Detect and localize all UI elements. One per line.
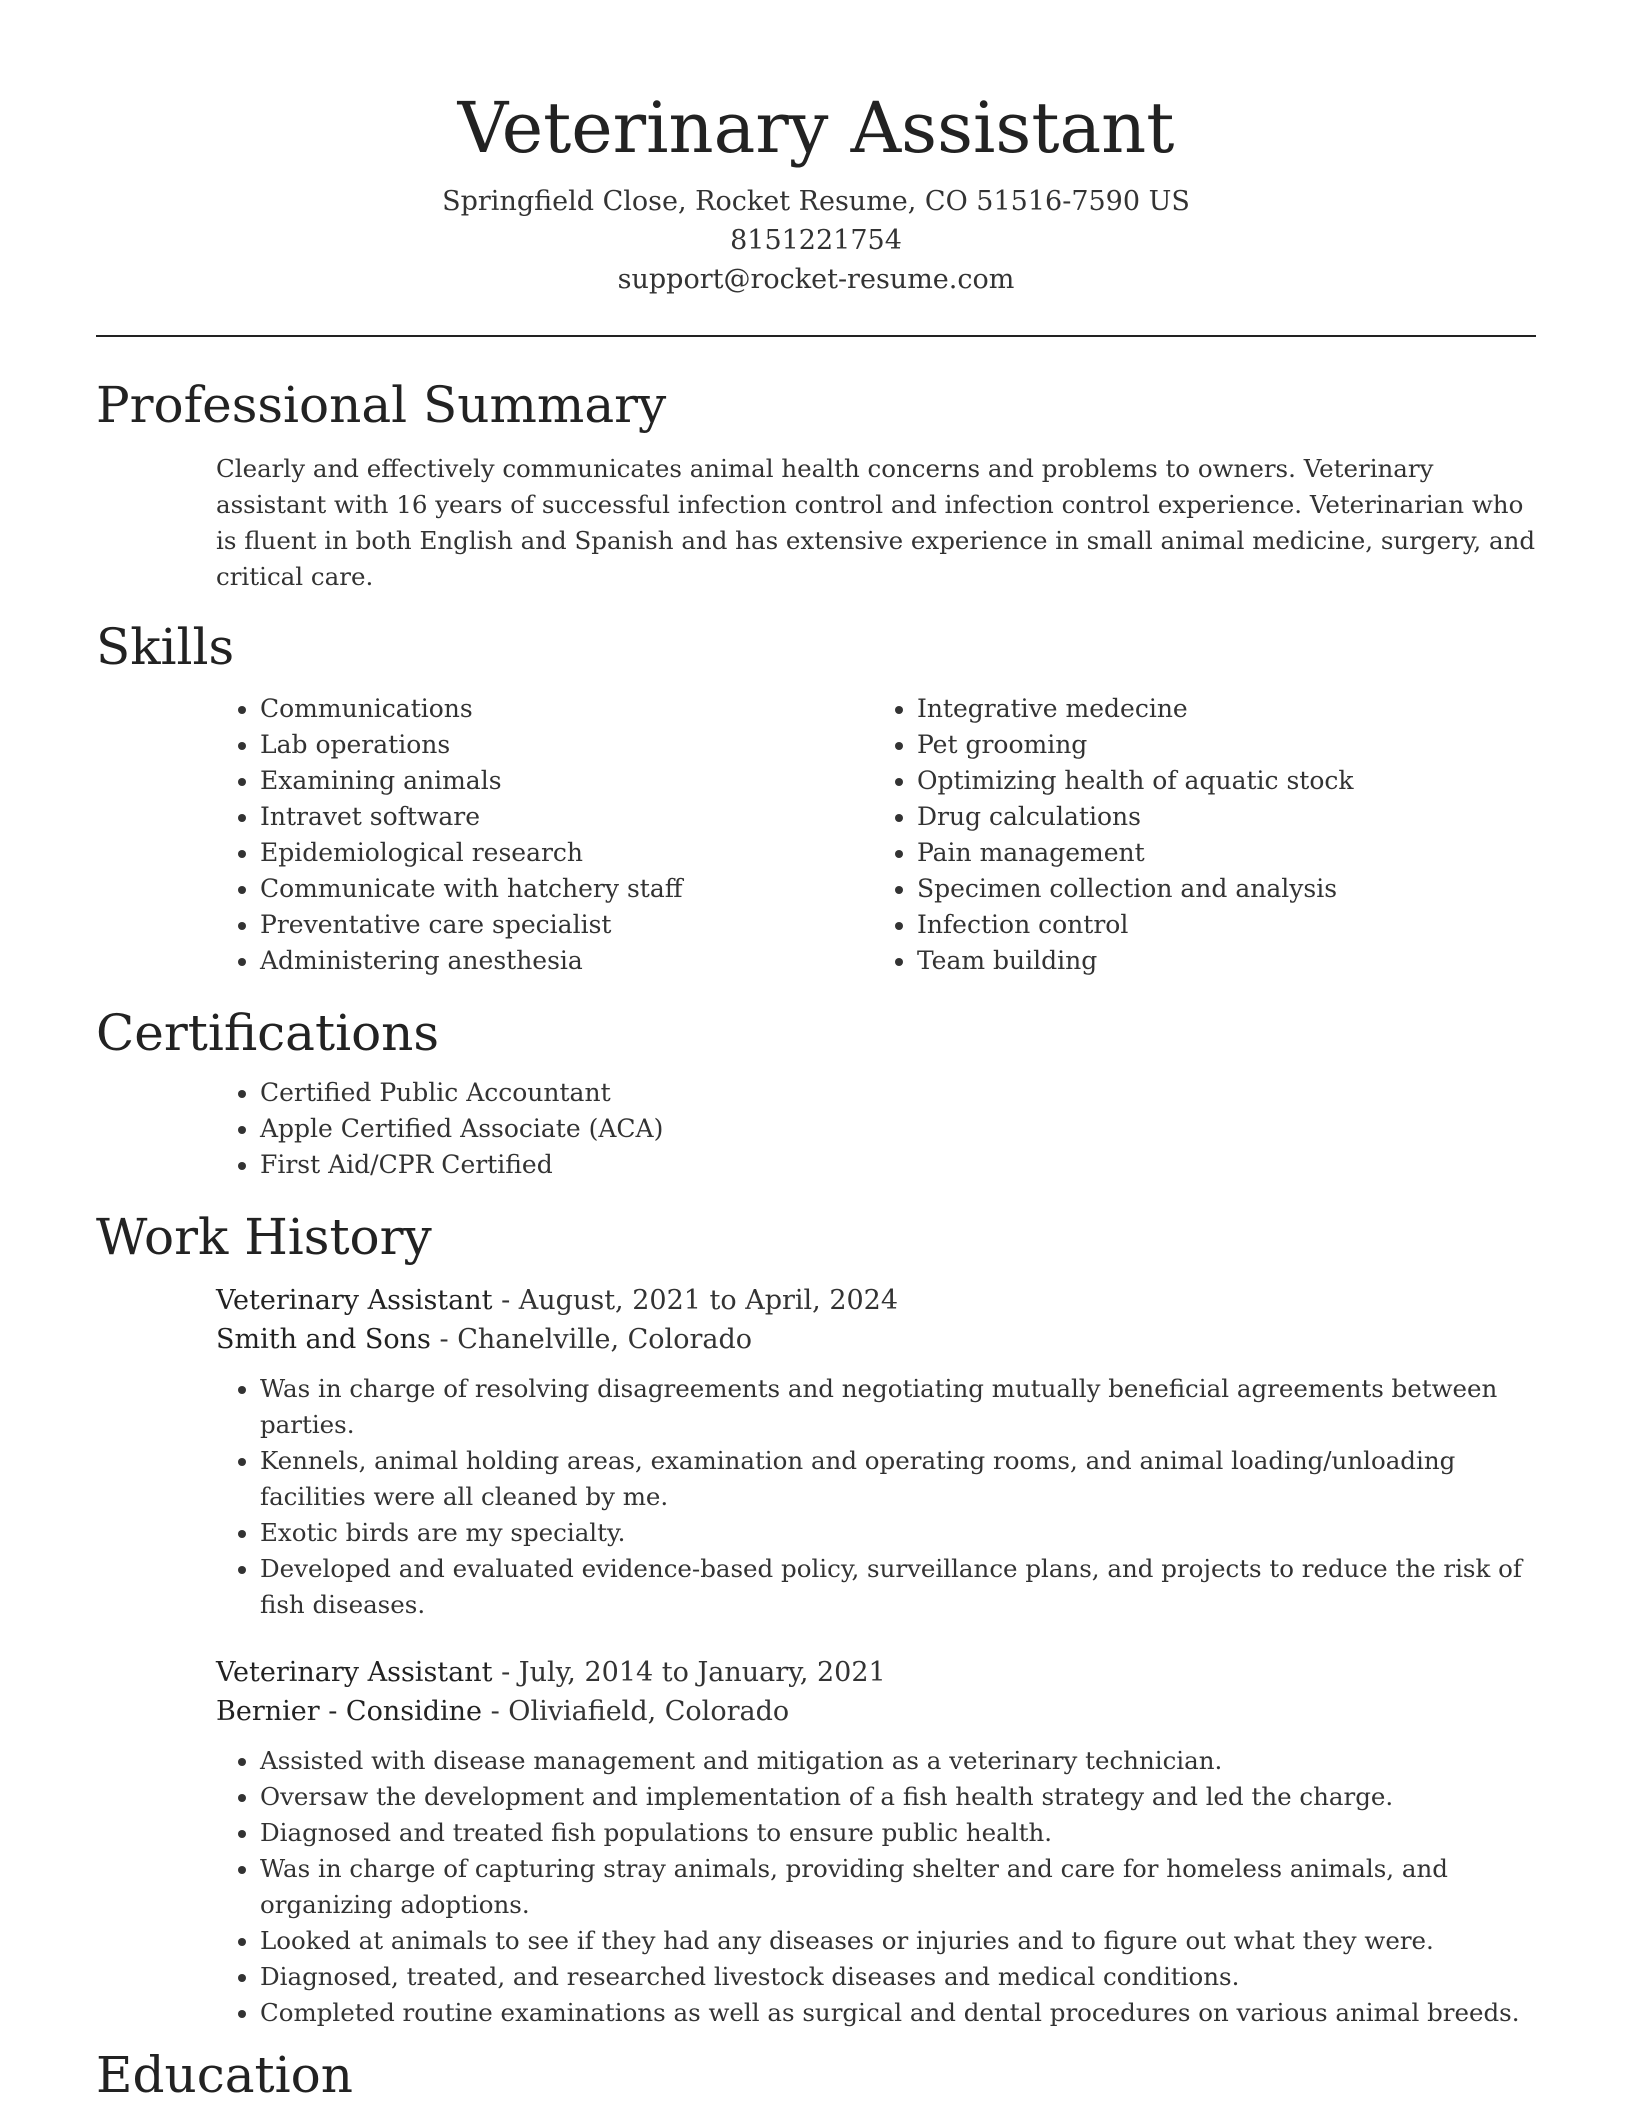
certifications-list xyxy=(96,1075,1536,1183)
skill-item: • Administering anesthesia xyxy=(260,943,903,979)
skill-item: • Preventative care specialist xyxy=(260,907,903,943)
skill-item: • Communicate with hatchery staff xyxy=(260,871,903,907)
contact-block xyxy=(96,182,1536,299)
job-company: Bernier - Considine xyxy=(216,1696,483,1727)
job-role: Veterinary Assistant xyxy=(216,1657,493,1688)
phone: 8151221754 xyxy=(730,225,902,256)
job-bullet: • Looked at animals to see if they had any diseases or injuries and to figure out what they were. xyxy=(260,1923,1536,1959)
job-company: Smith and Sons xyxy=(216,1324,431,1355)
skill-item: • Infection control xyxy=(917,907,1536,943)
certification-item: • First Aid/CPR Certified xyxy=(260,1147,1536,1183)
skills-column-right xyxy=(903,691,1536,979)
header-divider xyxy=(96,335,1536,337)
skills-list xyxy=(96,691,1536,979)
skill-item: • Pet grooming xyxy=(917,727,1536,763)
job-bullets xyxy=(216,1371,1536,1623)
skill-item: • Examining animals xyxy=(260,763,903,799)
address: Springfield Close, Rocket Resume, CO 51516-7590 US xyxy=(442,186,1190,217)
skill-item: • Integrative medecine xyxy=(917,691,1536,727)
job-bullet: • Oversaw the development and implementation of a fish health strategy and led the charge. xyxy=(260,1779,1536,1815)
job-role: Veterinary Assistant xyxy=(216,1285,493,1316)
job-bullet: • Assisted with disease management and mitigation as a veterinary technician. xyxy=(260,1743,1536,1779)
job-entry xyxy=(96,1281,1536,1623)
job-bullet: • Was in charge of resolving disagreements and negotiating mutually beneficial agreements between parties. xyxy=(260,1371,1536,1443)
education-heading: Education xyxy=(96,2046,353,2104)
job-entry xyxy=(96,1653,1536,2031)
skills-heading: Skills xyxy=(96,618,235,676)
skill-item: • Communications xyxy=(260,691,903,727)
job-company-line xyxy=(216,1320,1536,1359)
job-bullet: • Diagnosed and treated fish populations to ensure public health. xyxy=(260,1815,1536,1851)
skill-item: • Optimizing health of aquatic stock xyxy=(917,763,1536,799)
job-location: - Oliviafield, Colorado xyxy=(482,1696,790,1727)
skill-item: • Intravet software xyxy=(260,799,903,835)
job-bullet: • Kennels, animal holding areas, examination and operating rooms, and animal loading/unloading facilities were all cleaned by me. xyxy=(260,1443,1536,1515)
summary-text: Clearly and effectively communicates animal health concerns and problems to owners. Veterinary assistant with 16 years of successful infection control and infection control experience. Veterinarian who is fluent in both English and Spanish and has extensive experience in small animal medicine, surgery, and critical care. xyxy=(216,454,1536,591)
summary-heading: Professional Summary xyxy=(96,376,667,434)
resume-name: Veterinary Assistant xyxy=(457,87,1175,169)
job-bullet: • Exotic birds are my specialty. xyxy=(260,1515,1536,1551)
job-dates: - July, 2014 to January, 2021 xyxy=(492,1657,886,1688)
job-company-line xyxy=(216,1692,1536,1731)
job-location: - Chanelville, Colorado xyxy=(430,1324,752,1355)
skill-item: • Epidemiological research xyxy=(260,835,903,871)
job-title-line xyxy=(216,1653,1536,1692)
job-bullet: • Developed and evaluated evidence-based policy, surveillance plans, and projects to reduce the risk of fish diseases. xyxy=(260,1551,1536,1623)
email: support@rocket-resume.com xyxy=(617,264,1015,295)
skill-item: • Lab operations xyxy=(260,727,903,763)
work-history-heading: Work History xyxy=(96,1208,432,1266)
skills-column-left xyxy=(96,691,903,979)
resume-page xyxy=(96,0,1536,2112)
job-dates: - August, 2021 to April, 2024 xyxy=(492,1285,899,1316)
skill-item: • Specimen collection and analysis xyxy=(917,871,1536,907)
job-bullets xyxy=(216,1743,1536,2031)
job-bullet: • Diagnosed, treated, and researched livestock diseases and medical conditions. xyxy=(260,1959,1536,1995)
certification-item: • Apple Certified Associate (ACA) xyxy=(260,1111,1536,1147)
certification-item: • Certified Public Accountant xyxy=(260,1075,1536,1111)
skill-item: • Drug calculations xyxy=(917,799,1536,835)
skill-item: • Team building xyxy=(917,943,1536,979)
skill-item: • Pain management xyxy=(917,835,1536,871)
job-bullet: • Completed routine examinations as well as surgical and dental procedures on various animal breeds. xyxy=(260,1995,1536,2031)
certifications-heading: Certifications xyxy=(96,1004,440,1062)
job-bullet: • Was in charge of capturing stray animals, providing shelter and care for homeless animals, and organizing adoptions. xyxy=(260,1851,1536,1923)
resume-header xyxy=(96,0,1536,299)
job-title-line xyxy=(216,1281,1536,1320)
